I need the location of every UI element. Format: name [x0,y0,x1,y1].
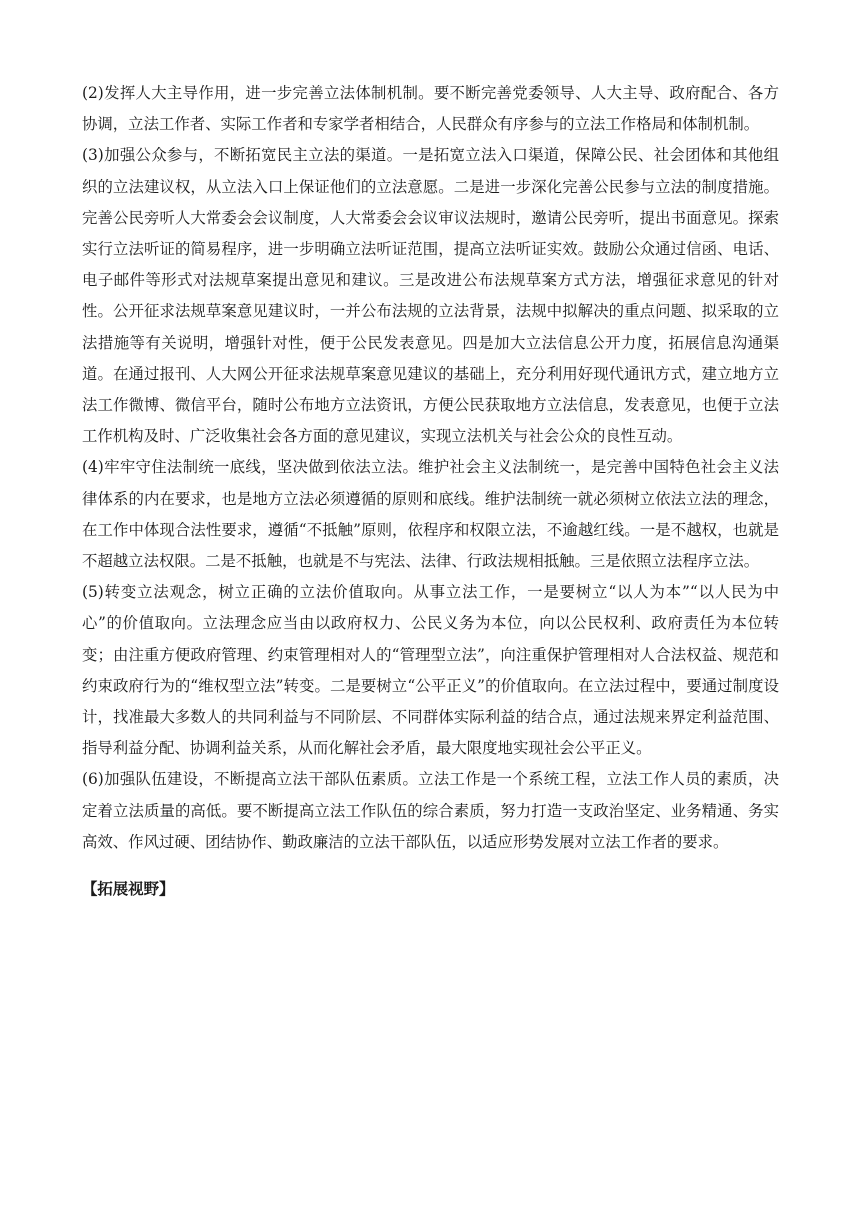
paragraph-5-legislative-values: (5)转变立法观念，树立正确的立法价值取向。从事立法工作，一是要树立“以人为本”“以人民为中心”的价值取向。立法理念应当由以政府权力、公民义务为本位，向以公民权利、政府责任为本位转变；由注重方便政府管理、约束管理相对人的“管理型立法”，向注重保护管理相对人合法权益、规范和约束政府行为的“维权型立法”转变。二是要树立“公平正义”的价值取向。在立法过程中，要通过制度设计，找准最大多数人的共同利益与不同阶层、不同群体实际利益的结合点，通过法规来界定利益范围、指导利益分配、协调利益关系，从而化解社会矛盾，最大限度地实现社会公平正义。 [82,583,779,758]
section-heading-extended-view: 【拓展视野】 [82,880,175,899]
document-page [82,78,779,905]
paragraph-6-team-building: (6)加强队伍建设，不断提高立法干部队伍素质。立法工作是一个系统工程，立法工作人员的素质，决定着立法质量的高低。要不断提高立法工作队伍的综合素质，努力打造一支政治坚定、业务精通、务实高效、作风过硬、团结协作、勤政廉洁的立法干部队伍，以适应形势发展对立法工作者的要求。 [82,770,779,851]
paragraph-2-legislative-system: (2)发挥人大主导作用，进一步完善立法体制机制。要不断完善党委领导、人大主导、政府配合、各方协调，立法工作者、实际工作者和专家学者相结合，人民群众有序参与的立法工作格局和体制机制。 [82,84,779,134]
paragraph-4-legal-unity: (4)牢牢守住法制统一底线，坚决做到依法立法。维护社会主义法制统一，是完善中国特色社会主义法律体系的内在要求，也是地方立法必须遵循的原则和底线。维护法制统一就必须树立依法立法的理念，在工作中体现合法性要求，遵循“不抵触”原则，依程序和权限立法，不逾越红线。一是不越权，也就是不超越立法权限。二是不抵触，也就是不与宪法、法律、行政法规相抵触。三是依照立法程序立法。 [82,458,779,571]
paragraph-3-public-participation: (3)加强公众参与，不断拓宽民主立法的渠道。一是拓宽立法入口渠道，保障公民、社会团体和其他组织的立法建议权，从立法入口上保证他们的立法意愿。二是进一步深化完善公民参与立法的制度措施。完善公民旁听人大常委会会议制度，人大常委会会议审议法规时，邀请公民旁听，提出书面意见。探索实行立法听证的简易程序，进一步明确立法听证范围，提高立法听证实效。鼓励公众通过信函、电话、电子邮件等形式对法规草案提出意见和建议。三是改进公布法规草案方式方法，增强征求意见的针对性。公开征求法规草案意见建议时，一并公布法规的立法背景，法规中拟解决的重点问题、拟采取的立法措施等有关说明，增强针对性，便于公民发表意见。四是加大立法信息公开力度，拓展信息沟通渠道。在通过报刊、人大网公开征求法规草案意见建议的基础上，充分利用好现代通讯方式，建立地方立法工作微博、微信平台，随时公布地方立法资讯，方便公民获取地方立法信息，发表意见，也便于立法工作机构及时、广泛收集社会各方面的意见建议，实现立法机关与社会公众的良性互动。 [82,146,779,446]
